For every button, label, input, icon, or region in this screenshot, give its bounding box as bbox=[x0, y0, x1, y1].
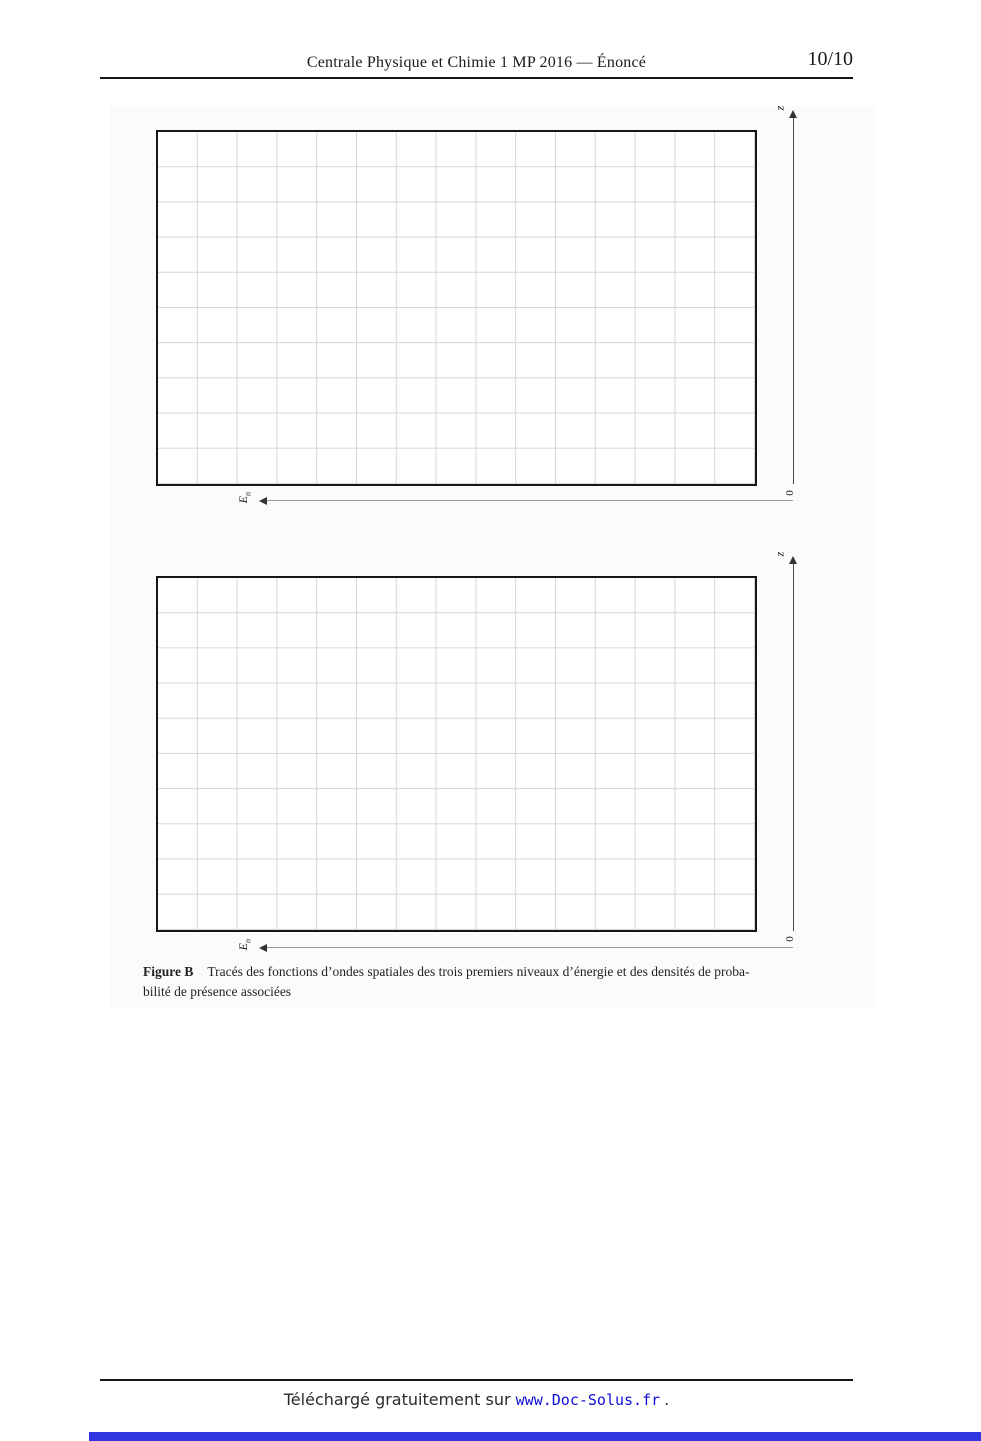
plot-grid-wavefunctions bbox=[156, 130, 757, 486]
origin-label bbox=[781, 485, 799, 501]
z-axis-arrow-icon bbox=[789, 556, 797, 564]
bottom-blue-bar bbox=[89, 1432, 981, 1441]
z-axis-line bbox=[793, 117, 794, 484]
page-header-title: Centrale Physique et Chimie 1 MP 2016 — Énoncé bbox=[306, 54, 647, 71]
z-axis-label bbox=[769, 98, 789, 118]
origin-label bbox=[781, 931, 799, 947]
plot-grid-probability-densities bbox=[156, 576, 757, 932]
footer-rule bbox=[100, 1379, 853, 1381]
origin-label-text: 0 bbox=[784, 490, 796, 496]
figure-caption bbox=[143, 962, 843, 1002]
energy-label-base: E bbox=[236, 496, 251, 504]
page-number: 10/10 bbox=[807, 48, 853, 70]
energy-axis-label bbox=[233, 483, 259, 507]
z-axis-line bbox=[793, 563, 794, 931]
figure-caption-line1: Tracés des fonctions d’ondes spatiales des trois premiers niveaux d’énergie et des densités de proba- bbox=[207, 964, 750, 979]
energy-label-subscript: n bbox=[243, 492, 253, 497]
origin-label-text: 0 bbox=[784, 936, 796, 942]
doc-solus-link[interactable]: www.Doc-Solus.fr bbox=[515, 1391, 661, 1409]
energy-label-subscript: n bbox=[243, 939, 253, 944]
figure-caption-label: Figure B bbox=[143, 964, 194, 979]
energy-axis-line bbox=[266, 947, 793, 948]
z-axis-label-text: z bbox=[771, 105, 786, 111]
footer-period: . bbox=[664, 1390, 670, 1409]
energy-label-base: E bbox=[236, 943, 251, 951]
energy-axis-label bbox=[233, 930, 259, 954]
footer-text bbox=[100, 1390, 853, 1409]
z-axis-arrow-icon bbox=[789, 110, 797, 118]
header-rule bbox=[100, 77, 853, 79]
footer-prefix: Téléchargé gratuitement sur bbox=[283, 1390, 511, 1409]
z-axis-label-text: z bbox=[771, 551, 786, 557]
z-axis-label bbox=[769, 544, 789, 564]
figure-caption-line2: bilité de présence associées bbox=[143, 984, 292, 999]
energy-axis-line bbox=[266, 500, 793, 501]
